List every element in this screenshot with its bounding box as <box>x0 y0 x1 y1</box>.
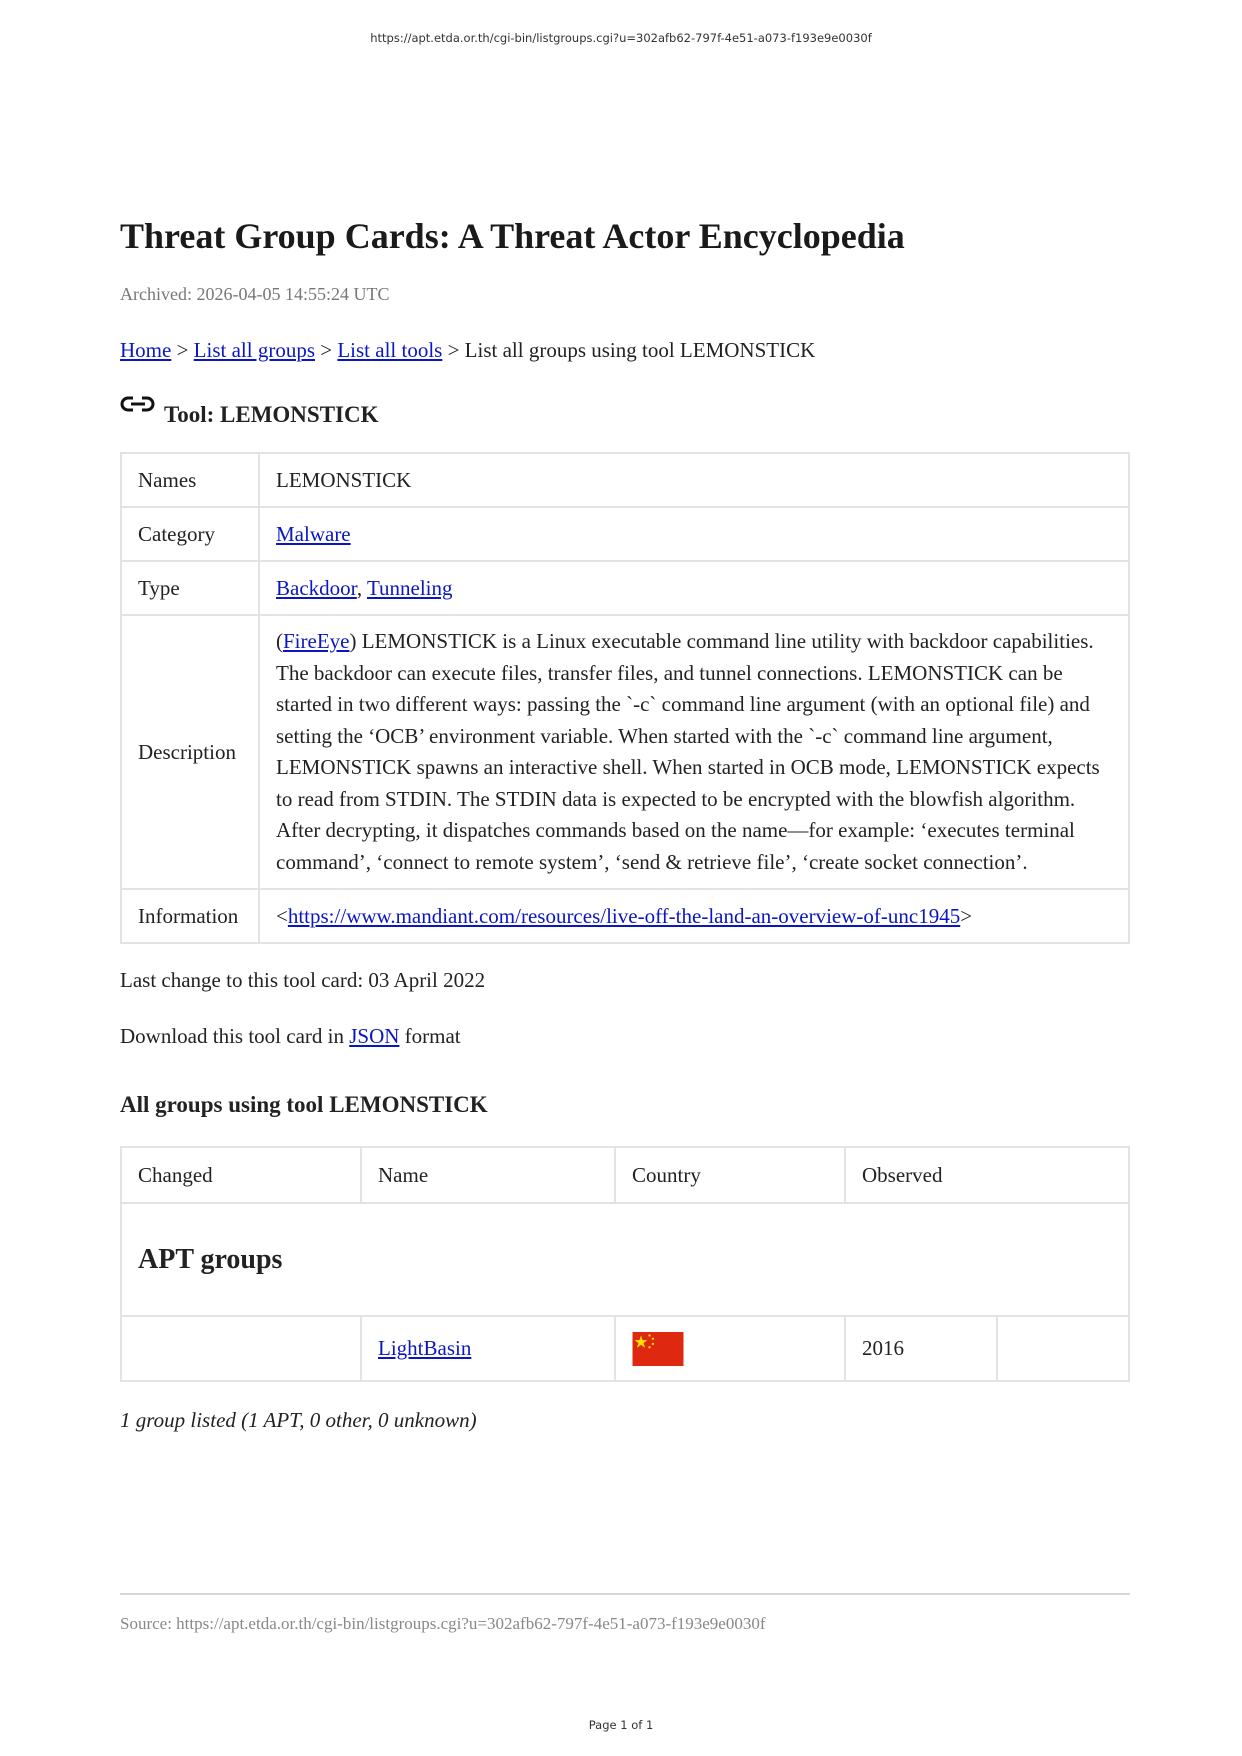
description-cell <box>259 615 1129 889</box>
type-label: Type <box>121 561 259 615</box>
last-change-text: Last change to this tool card: 03 April 2022 <box>120 968 486 992</box>
names-value: LEMONSTICK <box>259 453 1129 507</box>
name-cell <box>361 1316 615 1381</box>
description-open: ( <box>276 629 283 653</box>
category-cell <box>259 507 1129 561</box>
groups-table <box>120 1146 1130 1382</box>
table-row <box>121 507 1129 561</box>
link-icon <box>120 392 156 422</box>
observed-cell: 2016 <box>845 1316 997 1381</box>
print-header-url: https://apt.etda.or.th/cgi-bin/listgroups.cgi?u=302afb62-797f-4e51-a073-f193e9e0030f <box>370 31 872 45</box>
groups-heading: All groups using tool LEMONSTICK <box>120 1092 488 1117</box>
mandiant-link[interactable]: https://www.mandiant.com/resources/live-off-the-land-an-overview-of-unc1945 <box>287 903 961 928</box>
column-header-changed: Changed <box>121 1147 361 1203</box>
information-label: Information <box>121 889 259 943</box>
breadcrumb-home-link[interactable]: Home <box>120 338 172 362</box>
breadcrumb-separator: > <box>315 338 338 362</box>
breadcrumb-current: > List all groups using tool LEMONSTICK <box>442 338 816 362</box>
category-malware-link[interactable]: Malware <box>276 521 351 546</box>
tool-heading <box>120 400 1130 430</box>
type-cell <box>259 561 1129 615</box>
breadcrumb-groups-link[interactable]: List all groups <box>193 338 315 362</box>
table-row <box>121 1316 1129 1381</box>
table-row <box>121 889 1129 943</box>
download-line <box>120 1022 1130 1050</box>
fireeye-link[interactable]: FireEye <box>283 629 350 653</box>
archived-timestamp: Archived: 2026-04-05 14:55:24 UTC <box>120 284 390 304</box>
column-header-country: Country <box>615 1147 845 1203</box>
names-label: Names <box>121 453 259 507</box>
type-backdoor-link[interactable]: Backdoor <box>276 575 357 600</box>
extra-cell <box>997 1316 1129 1381</box>
download-prefix: Download this tool card in <box>120 1024 350 1048</box>
breadcrumb-tools-link[interactable]: List all tools <box>337 338 443 362</box>
download-suffix: format <box>399 1024 461 1048</box>
source-url: Source: https://apt.etda.or.th/cgi-bin/listgroups.cgi?u=302afb62-797f-4e51-a073-f193e9e0030f <box>120 1614 766 1633</box>
table-row <box>121 615 1129 889</box>
column-header-observed: Observed <box>845 1147 1129 1203</box>
group-lightbasin-link[interactable]: LightBasin <box>378 1336 472 1360</box>
table-header-row <box>121 1147 1129 1203</box>
description-label: Description <box>121 615 259 889</box>
information-cell <box>259 889 1129 943</box>
groups-summary: 1 group listed (1 APT, 0 other, 0 unknown) <box>120 1408 477 1432</box>
country-cell <box>615 1316 845 1381</box>
page-title: Threat Group Cards: A Threat Actor Encyclopedia <box>120 216 905 256</box>
type-tunneling-link[interactable]: Tunneling <box>366 575 453 600</box>
page-number: Page 1 of 1 <box>588 1718 654 1732</box>
category-label: Category <box>121 507 259 561</box>
breadcrumb <box>120 336 1130 364</box>
information-close: > <box>960 903 973 928</box>
json-download-link[interactable]: JSON <box>349 1024 400 1048</box>
table-row <box>121 453 1129 507</box>
tool-heading-text: Tool: LEMONSTICK <box>164 402 379 427</box>
table-row <box>121 561 1129 615</box>
type-separator: , <box>356 575 367 600</box>
breadcrumb-separator: > <box>171 338 194 362</box>
china-flag-icon <box>632 1332 684 1366</box>
information-open: < <box>276 903 288 928</box>
section-row <box>121 1203 1129 1316</box>
description-text: ) LEMONSTICK is a Linux executable command line utility with backdoor capabilities. The backdoor can execute files, transfer files, and tunnel connections. LEMONSTICK can be started in two different ways: passing the `-c` command line argument (with an optional file) and setting the ‘OCB’ environment variable. When started with the `-c` command line argument, LEMONSTICK spawns an interactive shell. When started in OCB mode, LEMONSTICK expects to read from STDIN. The STDIN data is expected to be encrypted with the blowfish algorithm. After decrypting, it dispatches commands based on the name—for example: ‘executes terminal command’, ‘connect to remote system’, ‘send & retrieve file’, ‘create socket connection’. <box>276 629 1100 874</box>
changed-cell <box>121 1316 361 1381</box>
main-content <box>120 212 1130 1434</box>
footer-divider <box>120 1593 1130 1595</box>
column-header-name: Name <box>361 1147 615 1203</box>
tool-card-table <box>120 452 1130 944</box>
section-title-apt: APT groups <box>121 1203 1129 1316</box>
